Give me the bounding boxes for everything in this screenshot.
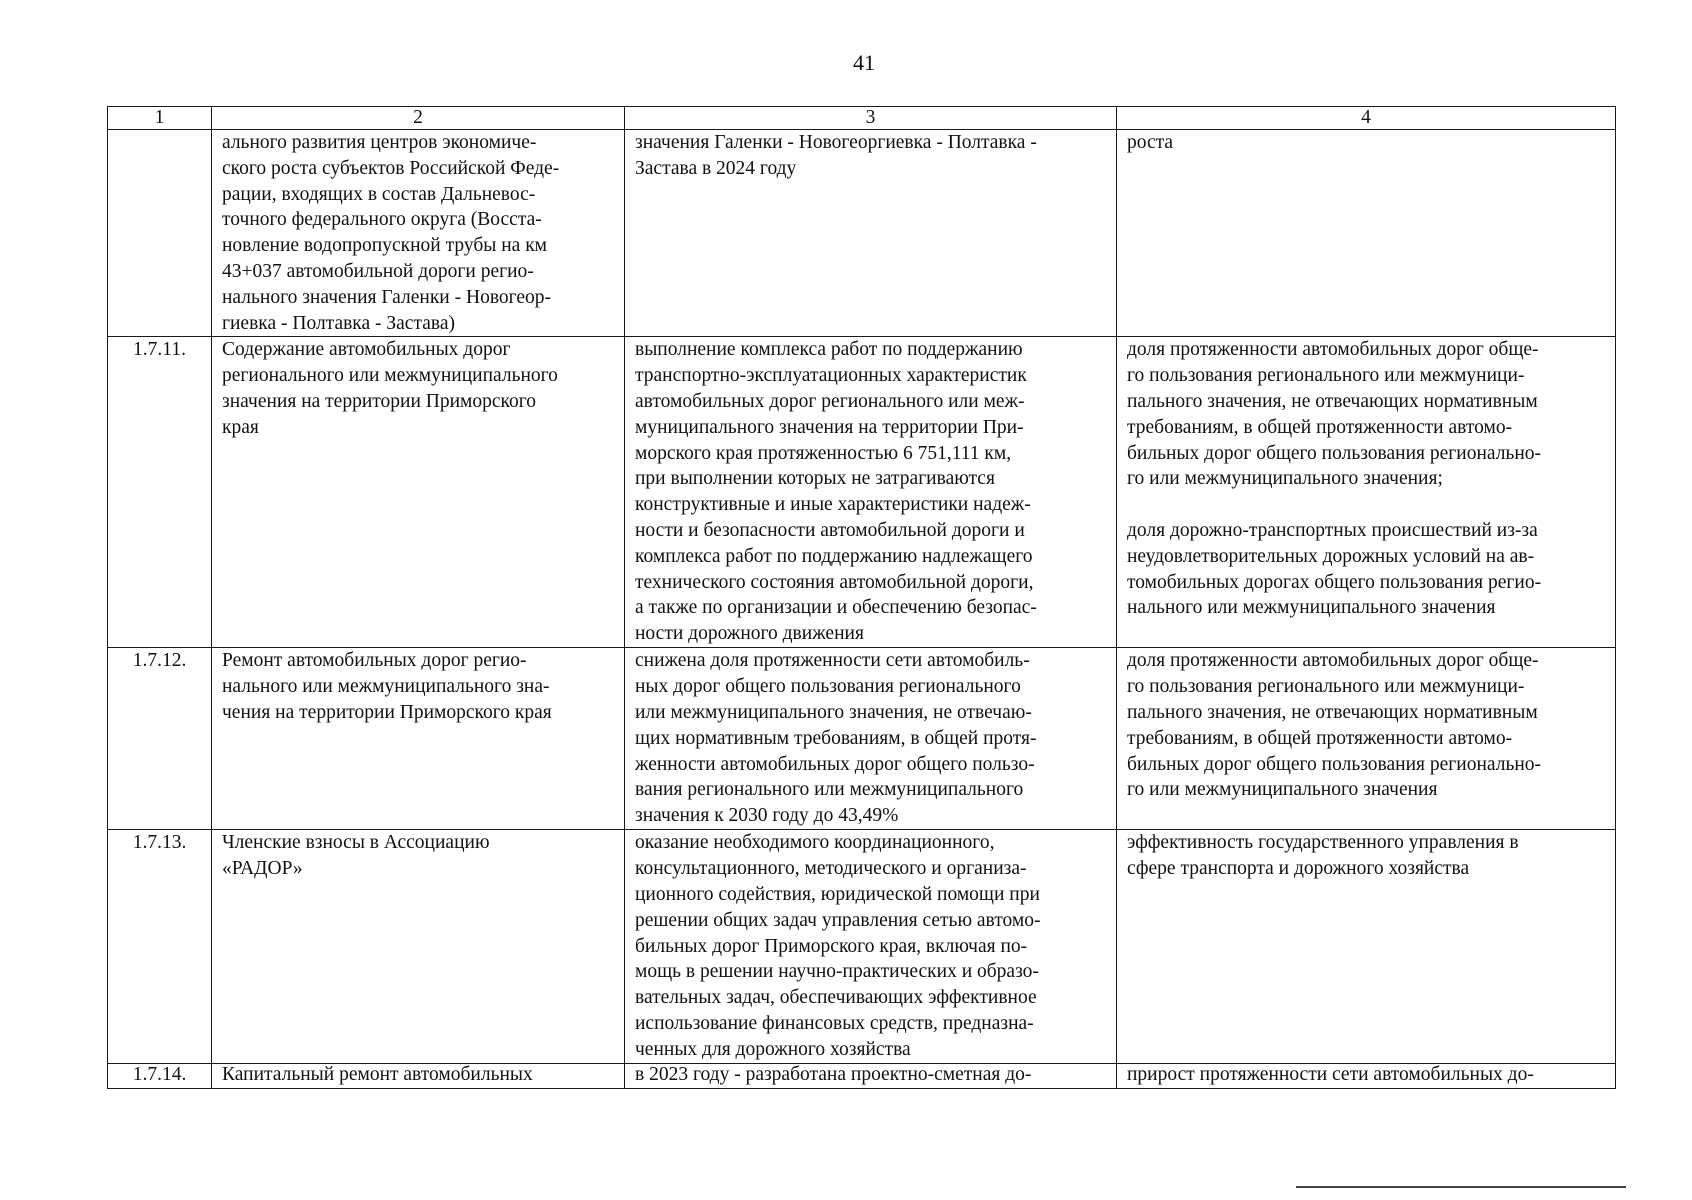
column-header-3: 3 <box>625 107 1117 130</box>
row-number: 1.7.14. <box>108 1064 212 1089</box>
column-header-1: 1 <box>108 107 212 130</box>
page-number: 41 <box>853 50 875 75</box>
indicator-link: роста <box>1117 130 1616 337</box>
table-row <box>108 648 1616 830</box>
column-header-2: 2 <box>212 107 625 130</box>
activity-name: ального развития центров экономиче- ского роста субъектов Российской Феде- рации, входящих в состав Дальневос- точного федерального округа (Восста- новление водопропускной трубы на км 43+037 автомобильной дороги регио- нального значения Галенки - Новогеор- гиевка - Полтавка - Застава) <box>212 130 625 337</box>
indicator-link: прирост протяженности сети автомобильных до- <box>1117 1064 1616 1089</box>
table-row <box>108 337 1616 648</box>
indicator-link: доля протяженности автомобильных дорог обще- го пользования регионального или межмуници- пального значения, не отвечающих нормативным требованиям, в общей протяженности автомо- бильных дорог общего пользования регионально- го или межмуниципального значения <box>1117 648 1616 830</box>
table-header-row <box>108 107 1616 130</box>
indicator-link: доля протяженности автомобильных дорог обще- го пользования регионального или межмуници- пального значения, не отвечающих нормативным требованиям, в общей протяженности автомо- бильных дорог общего пользования регионально- го или межмуниципального значения; доля дорожно-транспортных происшествий из-за неудовлетворительных дорожных условий на ав- томобильных дорогах общего пользования регио- нального или межмуниципального значения <box>1117 337 1616 648</box>
activity-name: Членские взносы в Ассоциацию «РАДОР» <box>212 830 625 1064</box>
program-activities-table <box>107 106 1616 1089</box>
table-row <box>108 130 1616 337</box>
activity-name: Капитальный ремонт автомобильных <box>212 1064 625 1089</box>
expected-result: снижена доля протяженности сети автомобиль- ных дорог общего пользования регионального или межмуниципального значения, не отвечаю- щих нормативным требованиям, в общей протя- женности автомобильных дорог общего пользо- вания регионального или межмуниципального значения к 2030 году до 43,49% <box>625 648 1117 830</box>
expected-result: значения Галенки - Новогеоргиевка - Полтавка - Застава в 2024 году <box>625 130 1117 337</box>
row-number <box>108 130 212 337</box>
expected-result: выполнение комплекса работ по поддержанию транспортно-эксплуатационных характеристик автомобильных дорог регионального или меж- муниципального значения на территории При- морского края протяженностью 6 751,111 км, при выполнении которых не затрагиваются конструктивные и иные характеристики надеж- ности и безопасности автомобильной дороги и комплекса работ по поддержанию надлежащего технического состояния автомобильной дороги, а также по организации и обеспечению безопас- ности дорожного движения <box>625 337 1117 648</box>
expected-result: в 2023 году - разработана проектно-сметная до- <box>625 1064 1117 1089</box>
column-header-4: 4 <box>1117 107 1616 130</box>
scan-edge-line <box>1296 1186 1626 1188</box>
table-row <box>108 1064 1616 1089</box>
row-number: 1.7.11. <box>108 337 212 648</box>
activity-name: Ремонт автомобильных дорог регио- нального или межмуниципального зна- чения на территории Приморского края <box>212 648 625 830</box>
indicator-link: эффективность государственного управления в сфере транспорта и дорожного хозяйства <box>1117 830 1616 1064</box>
expected-result: оказание необходимого координационного, консультационного, методического и организа- ционного содействия, юридической помощи при решении общих задач управления сетью автомо- бильных дорог Приморского края, включая по- мощь в решении научно-практических и образо- вательных задач, обеспечивающих эффективное использование финансовых средств, предназна- ченных для дорожного хозяйства <box>625 830 1117 1064</box>
table-row <box>108 830 1616 1064</box>
activity-name: Содержание автомобильных дорог регионального или межмуниципального значения на территории Приморского края <box>212 337 625 648</box>
row-number: 1.7.13. <box>108 830 212 1064</box>
row-number: 1.7.12. <box>108 648 212 830</box>
